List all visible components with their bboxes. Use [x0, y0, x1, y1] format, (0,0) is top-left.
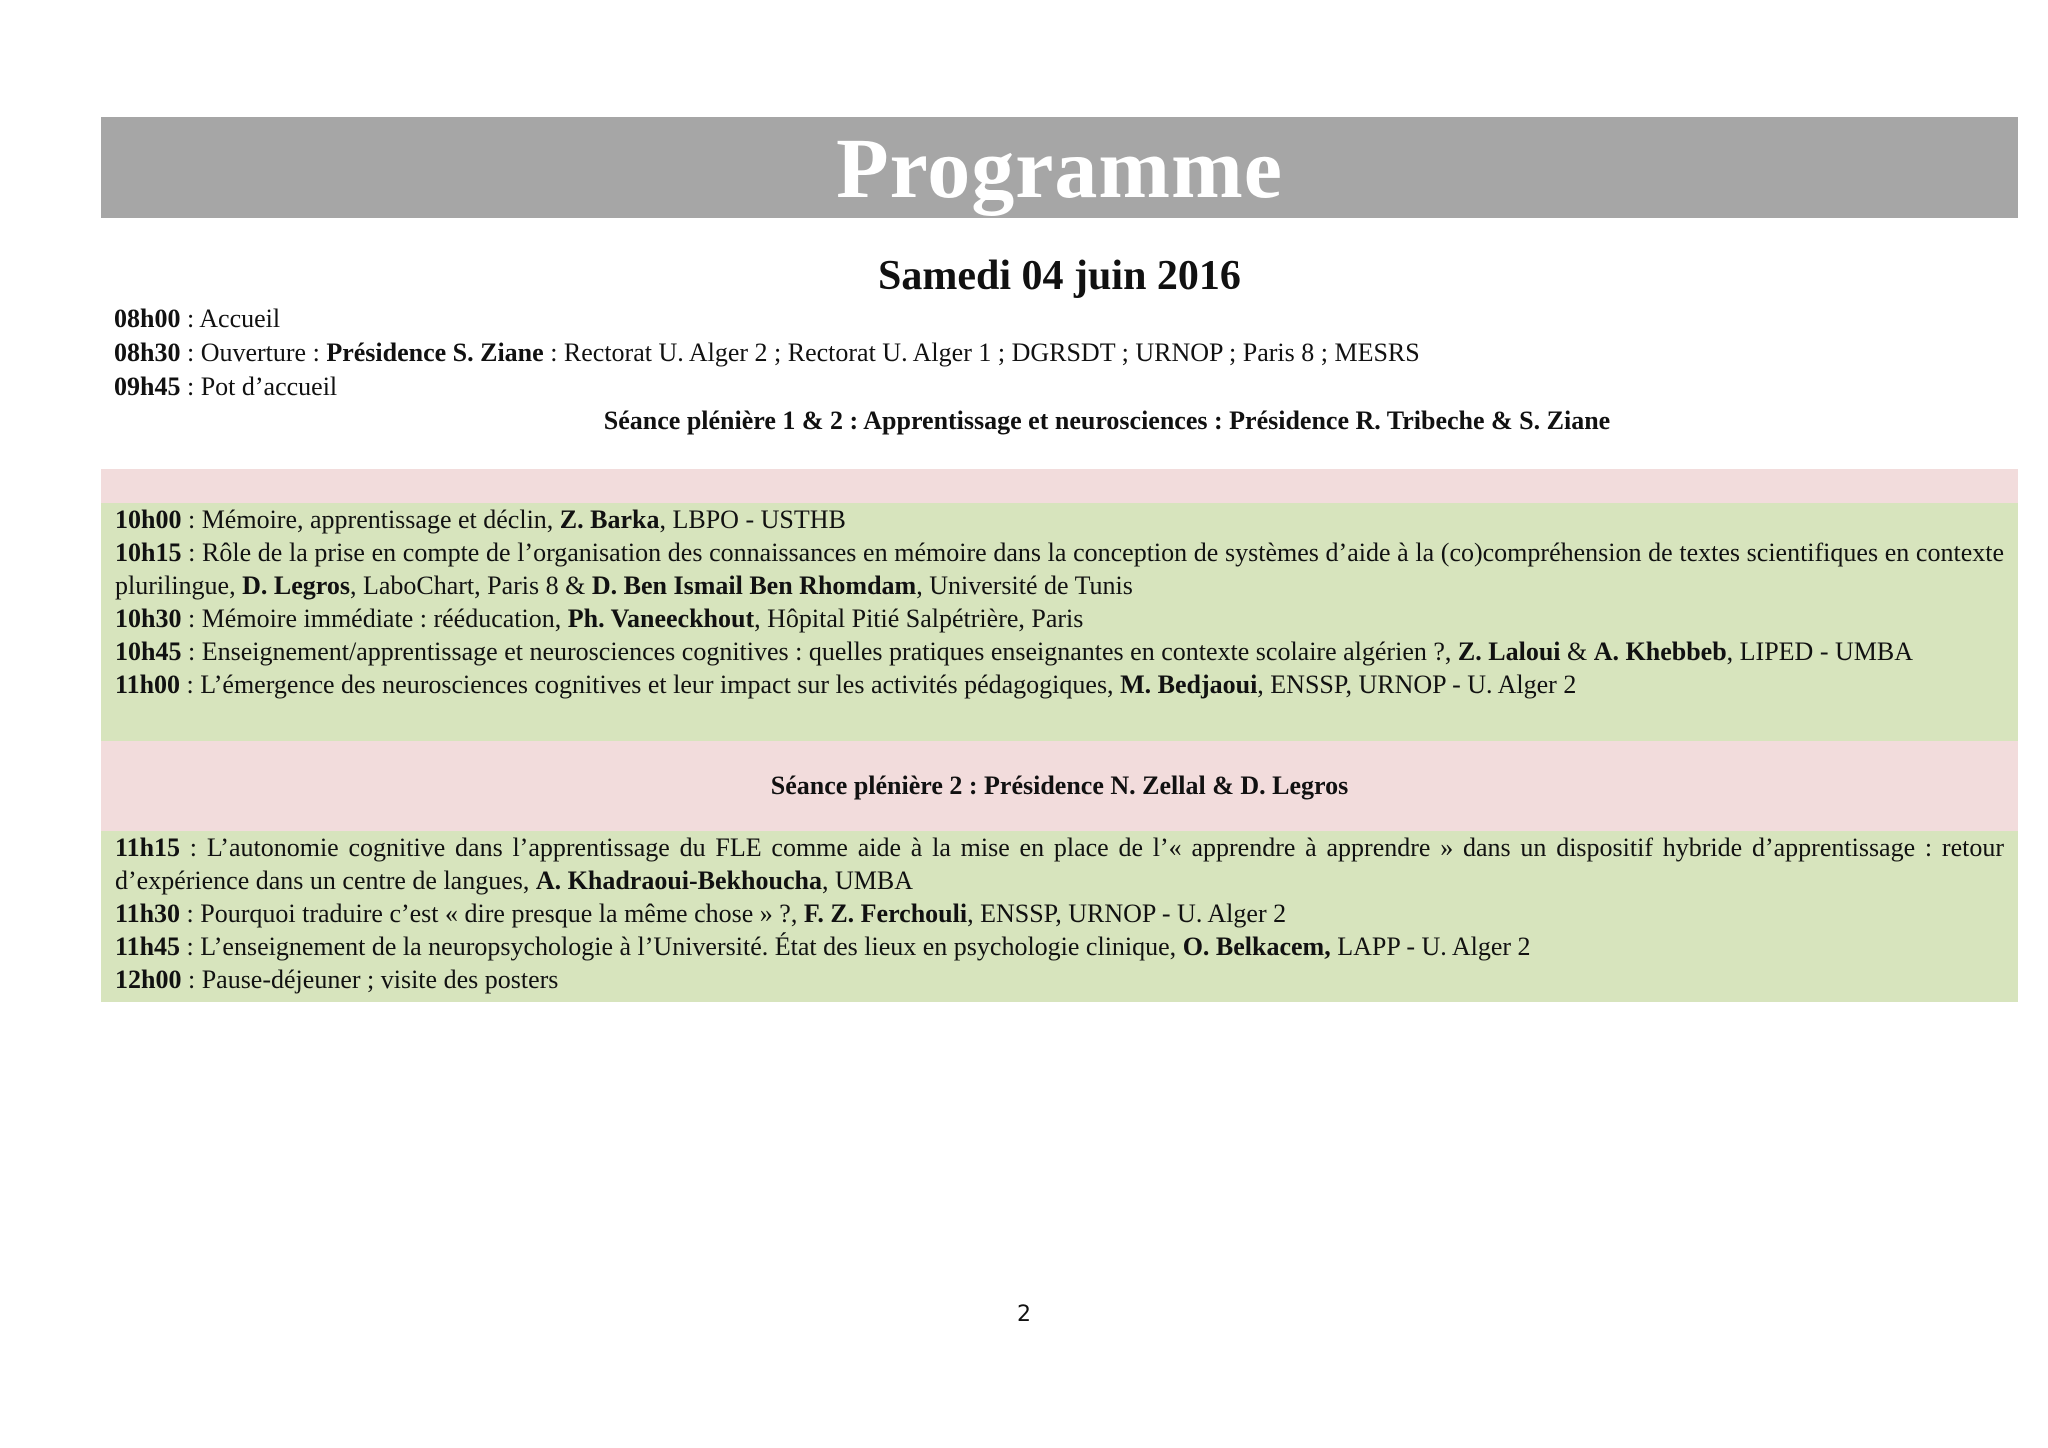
entry-time: 09h45 [114, 372, 181, 401]
talk-entry [115, 536, 2004, 602]
session1-divider [101, 469, 2018, 503]
session2-title: Séance plénière 2 : Présidence N. Zellal & D. Legros [770, 771, 1349, 800]
talk-speaker: O. Belkacem, [1182, 932, 1331, 961]
talk-time: 10h45 [115, 637, 182, 666]
talk-entry [115, 963, 2004, 996]
talk-speaker: Ph. Vaneeckhout [567, 604, 755, 633]
talk-entry [115, 635, 2004, 668]
talk-speaker: Z. Laloui [1457, 637, 1561, 666]
entry-time: 08h30 [114, 338, 181, 367]
talk-entry [115, 602, 2004, 635]
talk-time: 11h45 [115, 932, 181, 961]
entry-time: 08h00 [114, 304, 181, 333]
talk-time: 10h30 [115, 604, 182, 633]
talk-affiliation: , UMBA [821, 866, 913, 895]
talk-title: : Pourquoi traduire c’est « dire presque la même chose » ?, [180, 899, 804, 928]
talk-affiliation: , ENSSP, URNOP - U. Alger 2 [1257, 670, 1577, 699]
talk-time: 11h30 [115, 899, 181, 928]
talk-title: : Rôle de la prise en compte de l’organisation des connaissances en mémoire dans la conception de systèmes d’aide à la (co)compréhension de textes scientifiques en contexte plurilingue, [115, 538, 2004, 600]
talk-title: : Pause-déjeuner ; visite des posters [181, 965, 559, 994]
session2-header [101, 741, 2018, 831]
talk-speaker: F. Z. Ferchouli [803, 899, 968, 928]
schedule-entry [114, 336, 2004, 370]
talk-speaker: D. Ben Ismail Ben Rhomdam [591, 571, 917, 600]
talk-entry [115, 668, 2004, 701]
talk-affiliation: , Université de Tunis [916, 571, 1133, 600]
talk-title: : L’émergence des neurosciences cognitives et leur impact sur les activités pédagogiques, [180, 670, 1121, 699]
talk-affiliation: & [1560, 637, 1594, 666]
talk-time: 12h00 [115, 965, 182, 994]
talk-entry [115, 930, 2004, 963]
talk-speaker: Z. Barka [559, 505, 660, 534]
title-banner [101, 117, 2018, 218]
talk-title: : L’autonomie cognitive dans l’apprentissage du FLE comme aide à la mise en place de l’« apprendre à apprendre » dans un dispositif hybride d’apprentissage : retour d’expérience dans un centre de langues, [115, 833, 2004, 895]
talk-speaker: M. Bedjaoui [1120, 670, 1258, 699]
talk-speaker: A. Khadraoui-Bekhoucha [535, 866, 822, 895]
talk-entry [115, 831, 2004, 897]
talk-entry [115, 503, 2004, 536]
session1-title: Séance plénière 1 & 2 : Apprentissage et neurosciences : Présidence R. Tribeche & S. Ziane [603, 406, 1611, 435]
talk-title: : Mémoire immédiate : rééducation, [181, 604, 568, 633]
talk-time: 11h00 [115, 670, 181, 699]
opening-schedule [114, 302, 2004, 438]
talk-affiliation: , LaboChart, Paris 8 & [349, 571, 592, 600]
talk-affiliation: , LIPED - UMBA [1726, 637, 1913, 666]
talk-speaker: D. Legros [242, 571, 350, 600]
entry-chair: Présidence S. Ziane [326, 338, 544, 367]
entry-text: : Accueil [180, 304, 281, 333]
talk-time: 11h15 [115, 833, 181, 862]
talk-affiliation: , LBPO - USTHB [659, 505, 846, 534]
talk-title: : L’enseignement de la neuropsychologie à l’Université. État des lieux en psychologie clinique, [180, 932, 1183, 961]
page-number: 2 [1017, 1302, 1031, 1327]
talk-speaker: A. Khebbeb [1593, 637, 1727, 666]
talk-affiliation: LAPP - U. Alger 2 [1330, 932, 1531, 961]
talk-time: 10h00 [115, 505, 182, 534]
talk-affiliation: , Hôpital Pitié Salpétrière, Paris [754, 604, 1084, 633]
session2-talks [101, 831, 2018, 1002]
talk-title: : Enseignement/apprentissage et neurosciences cognitives : quelles pratiques enseignantes en contexte scolaire algérien ?, [181, 637, 1458, 666]
talk-affiliation: , ENSSP, URNOP - U. Alger 2 [967, 899, 1287, 928]
schedule-entry [114, 370, 2004, 404]
entry-text: : Ouverture : [180, 338, 327, 367]
date-heading: Samedi 04 juin 2016 [878, 253, 1241, 299]
session1-talks [101, 503, 2018, 741]
talk-title: : Mémoire, apprentissage et déclin, [181, 505, 560, 534]
entry-text-tail: : Rectorat U. Alger 2 ; Rectorat U. Alger 1 ; DGRSDT ; URNOP ; Paris 8 ; MESRS [543, 338, 1420, 367]
talk-entry [115, 897, 2004, 930]
schedule-entry [114, 302, 2004, 336]
talk-time: 10h15 [115, 538, 182, 567]
entry-text: : Pot d’accueil [180, 372, 338, 401]
page-title: Programme [836, 119, 1283, 216]
